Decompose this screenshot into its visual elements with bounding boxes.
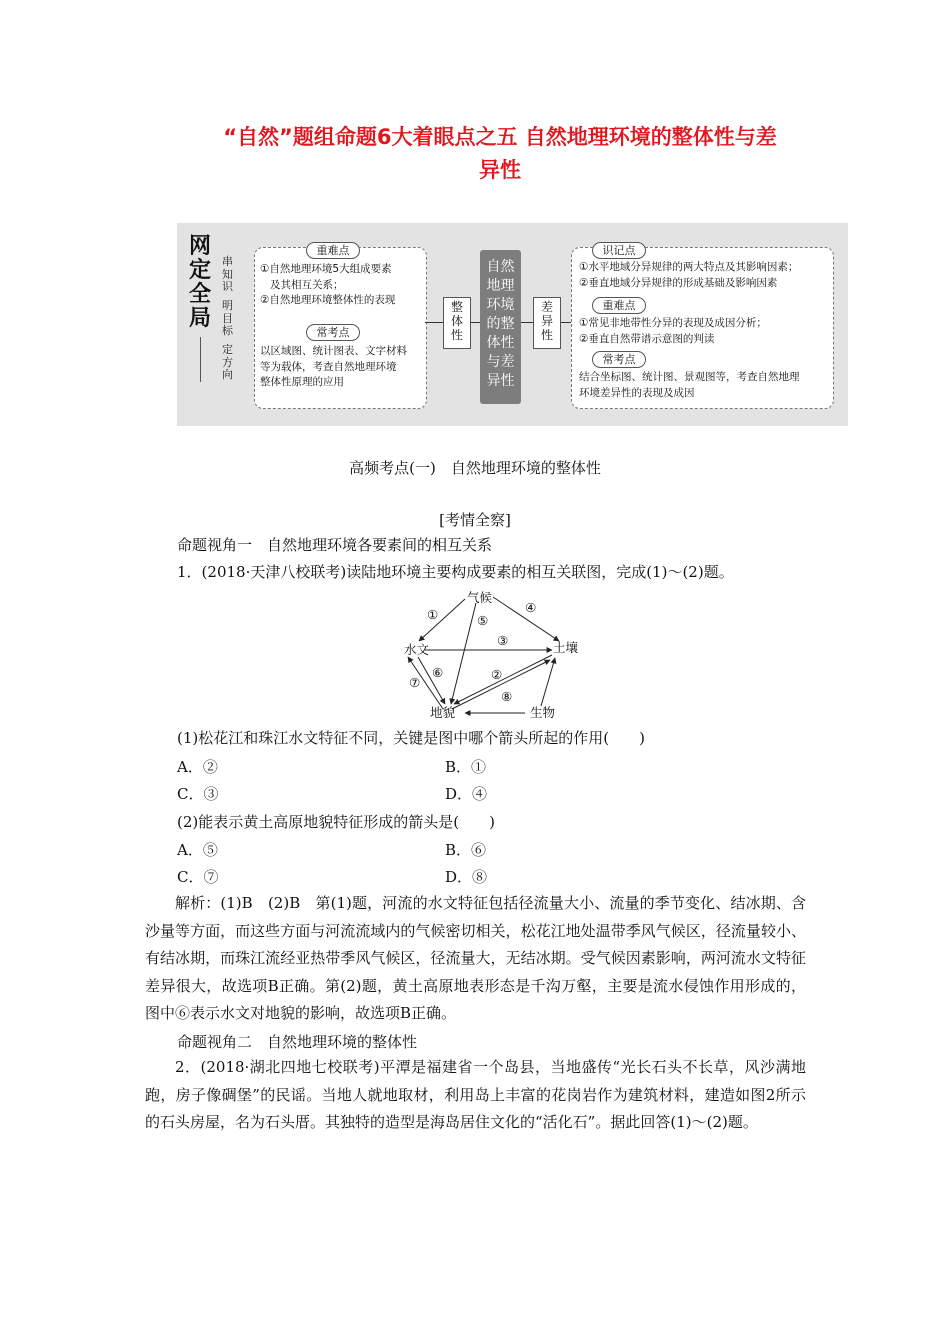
difference-box: 差 异 性 xyxy=(533,297,561,349)
arrow-5 xyxy=(451,603,476,704)
right-pill-2: 重难点 xyxy=(592,297,646,314)
q1-option-b1: B．① xyxy=(445,758,487,776)
question-1-intro: 1．(2018·天津八校联考)读陆地环境主要构成要素的相互关联图，完成(1)～(2)题。 xyxy=(177,563,734,581)
connector-right-inner xyxy=(521,322,533,323)
banner-divider xyxy=(200,337,201,382)
node-landform: 地貌 xyxy=(430,705,456,720)
analysis-paragraph: 解析：(1)B (2)B 第(1)题，河流的水文特征包括径流量大小、流量的季节变化、结冰期、含沙量等方面，而这些方面与河流流域内的气候密切相关，松花江地处温带季风气候区，径流量较小、有结冰期，而珠江流经亚热带季风气候区，径流量大，无结冰期。受气候因素影响，两河流水文特征差异很大，故选项B正确。第(2)题，黄土高原地表形态是千沟万壑，主要是流水侵蚀作用形成的，图中⑥表示水文对地貌的影响，故选项B正确。 xyxy=(145,894,806,1022)
node-climate: 气候 xyxy=(467,590,493,605)
num-7: ⑦ xyxy=(409,675,421,690)
angle-one-heading: 命题视角一 自然地理环境各要素间的相互关系 xyxy=(177,536,493,554)
num-6: ⑥ xyxy=(432,665,444,680)
q1-option-d2: D．⑧ xyxy=(445,868,488,886)
q1-option-a2: A．⑤ xyxy=(177,841,218,859)
q1-option-d1: D．④ xyxy=(445,785,488,803)
section-subheading: [考情全察] xyxy=(439,511,511,529)
num-8: ⑧ xyxy=(501,689,513,704)
q1-stem-1: (1)松花江和珠江水文特征不同，关键是图中哪个箭头所起的作用( ) xyxy=(177,729,645,747)
title-line-2: 异性 xyxy=(479,158,521,182)
left-items-1: ①自然地理环境5大组成要素 及其相互关系； ②自然地理环境整体性的表现 xyxy=(260,263,396,306)
right-pill-1: 识记点 xyxy=(592,242,646,259)
left-pill-1: 重难点 xyxy=(306,242,360,259)
integrity-box: 整 体 性 xyxy=(443,297,471,349)
num-3: ③ xyxy=(497,633,509,648)
q1-option-c2: C．⑦ xyxy=(177,868,219,886)
right-items-2: ①常见非地带性分异的表现及成因分析； ②垂直自然带谱示意图的判读 xyxy=(579,317,767,345)
q1-option-a1: A．② xyxy=(177,758,218,776)
right-items-3: 结合坐标图、统计图、景观图等，考查自然地理 环境差异性的表现及成因 xyxy=(579,371,800,399)
angle-two-heading: 命题视角二 自然地理环境的整体性 xyxy=(177,1033,418,1051)
title-line-1: “自然”题组命题6大着眼点之五 自然地理环境的整体性与差 xyxy=(223,125,777,149)
banner-sub-col-2: 明 目 标 xyxy=(222,299,233,337)
num-4: ④ xyxy=(525,600,537,615)
node-soil: 土壤 xyxy=(553,640,579,655)
left-items-2: 以区域图、统计图表、文字材料 等为载体，考查自然地理环境 整体性原理的应用 xyxy=(260,345,407,388)
node-water: 水文 xyxy=(404,642,430,657)
q1-stem-2: (2)能表示黄土高原地貌特征形成的箭头是( ) xyxy=(177,813,495,831)
question-2-paragraph: 2．(2018·湖北四地七校联考)平潭是福建省一个岛县，当地盛传“光长石头不长草，风沙满地跑，房子像碉堡”的民谣。当地人就地取材，利用岛上丰富的花岗岩作为建筑材料，建造如图2所示的石头房屋，名为石头厝。其独特的造型是海岛居住文化的“活化石”。据此回答(1)～(2)题。 xyxy=(145,1058,806,1131)
left-pill-2: 常考点 xyxy=(306,324,360,341)
num-5: ⑤ xyxy=(477,613,489,628)
arrow-1 xyxy=(419,599,465,641)
right-pill-3: 常考点 xyxy=(592,351,646,368)
page-title xyxy=(180,121,820,187)
q1-option-c1: C．③ xyxy=(177,785,219,803)
q1-option-b2: B．⑥ xyxy=(445,841,487,859)
banner-sub-col-1: 串 知 识 xyxy=(222,255,233,293)
section-heading: 高频考点(一) 自然地理环境的整体性 xyxy=(349,459,601,477)
center-theme-box: 自然 地理 环境 的整 体性 与差 异性 xyxy=(480,250,521,404)
arrow-bio-soil xyxy=(541,658,555,706)
banner-heading: 网 定 全 局 xyxy=(188,234,211,331)
num-1: ① xyxy=(427,607,439,622)
node-bio: 生物 xyxy=(530,705,556,720)
connector-left-outer xyxy=(425,322,443,323)
banner-sub-col-3: 定 方 向 xyxy=(222,343,233,381)
right-items-1: ①水平地域分异规律的两大特点及其影响因素； ②垂直地域分异规律的形成基础及影响因素 xyxy=(579,261,799,289)
num-2: ② xyxy=(491,667,503,682)
